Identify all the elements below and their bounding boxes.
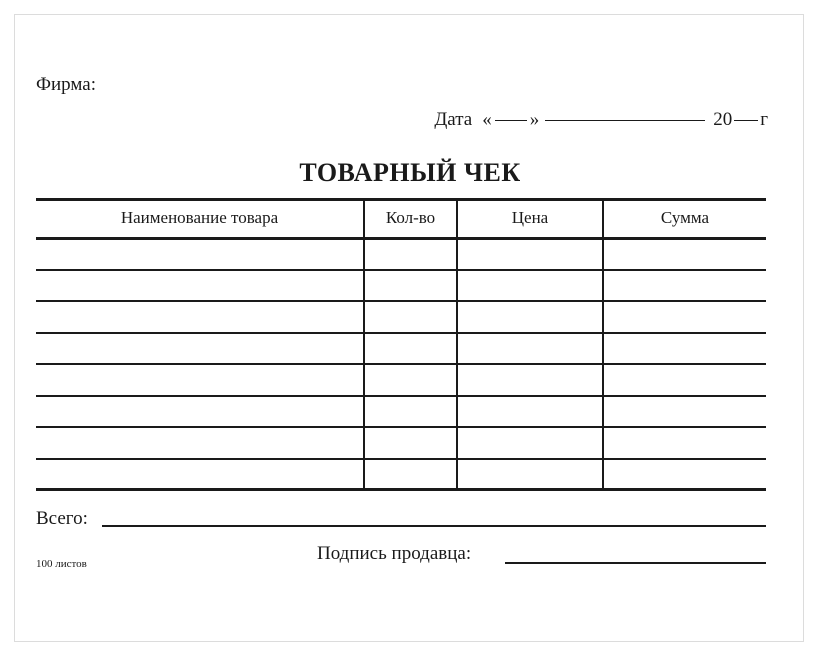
table-row bbox=[36, 300, 766, 302]
quote-close: » bbox=[529, 109, 540, 130]
table-top-border bbox=[36, 198, 766, 201]
year-blank bbox=[734, 119, 758, 121]
table-row bbox=[36, 426, 766, 428]
column-divider bbox=[363, 198, 365, 490]
day-blank bbox=[495, 119, 527, 121]
table-row bbox=[36, 458, 766, 460]
table-bottom-border bbox=[36, 488, 766, 491]
column-divider bbox=[456, 198, 458, 490]
items-table bbox=[36, 198, 766, 490]
table-row bbox=[36, 395, 766, 397]
total-blank bbox=[102, 525, 766, 527]
page-title: ТОВАРНЫЙ ЧЕК bbox=[299, 158, 521, 187]
sheet-count: 100 листов bbox=[36, 558, 87, 570]
table-header-border bbox=[36, 237, 766, 240]
table-row bbox=[36, 269, 766, 271]
column-header-name: Наименование товара bbox=[120, 208, 279, 227]
total-label: Всего: bbox=[36, 508, 88, 529]
year-suffix: г bbox=[760, 109, 768, 130]
table-row bbox=[36, 363, 766, 365]
year-prefix: 20 bbox=[713, 109, 733, 130]
firm-label: Фирма: bbox=[36, 74, 96, 95]
column-divider bbox=[602, 198, 604, 490]
signature-blank bbox=[505, 562, 766, 564]
date-label: Дата bbox=[434, 109, 473, 130]
signature-label: Подпись продавца: bbox=[317, 543, 472, 564]
column-header-sum: Сумма bbox=[660, 208, 710, 227]
column-header-price: Цена bbox=[511, 208, 549, 227]
column-header-qty: Кол-во bbox=[385, 208, 436, 227]
month-blank bbox=[545, 119, 705, 121]
table-row bbox=[36, 332, 766, 334]
quote-open: « bbox=[482, 109, 492, 130]
date-row bbox=[434, 109, 768, 131]
